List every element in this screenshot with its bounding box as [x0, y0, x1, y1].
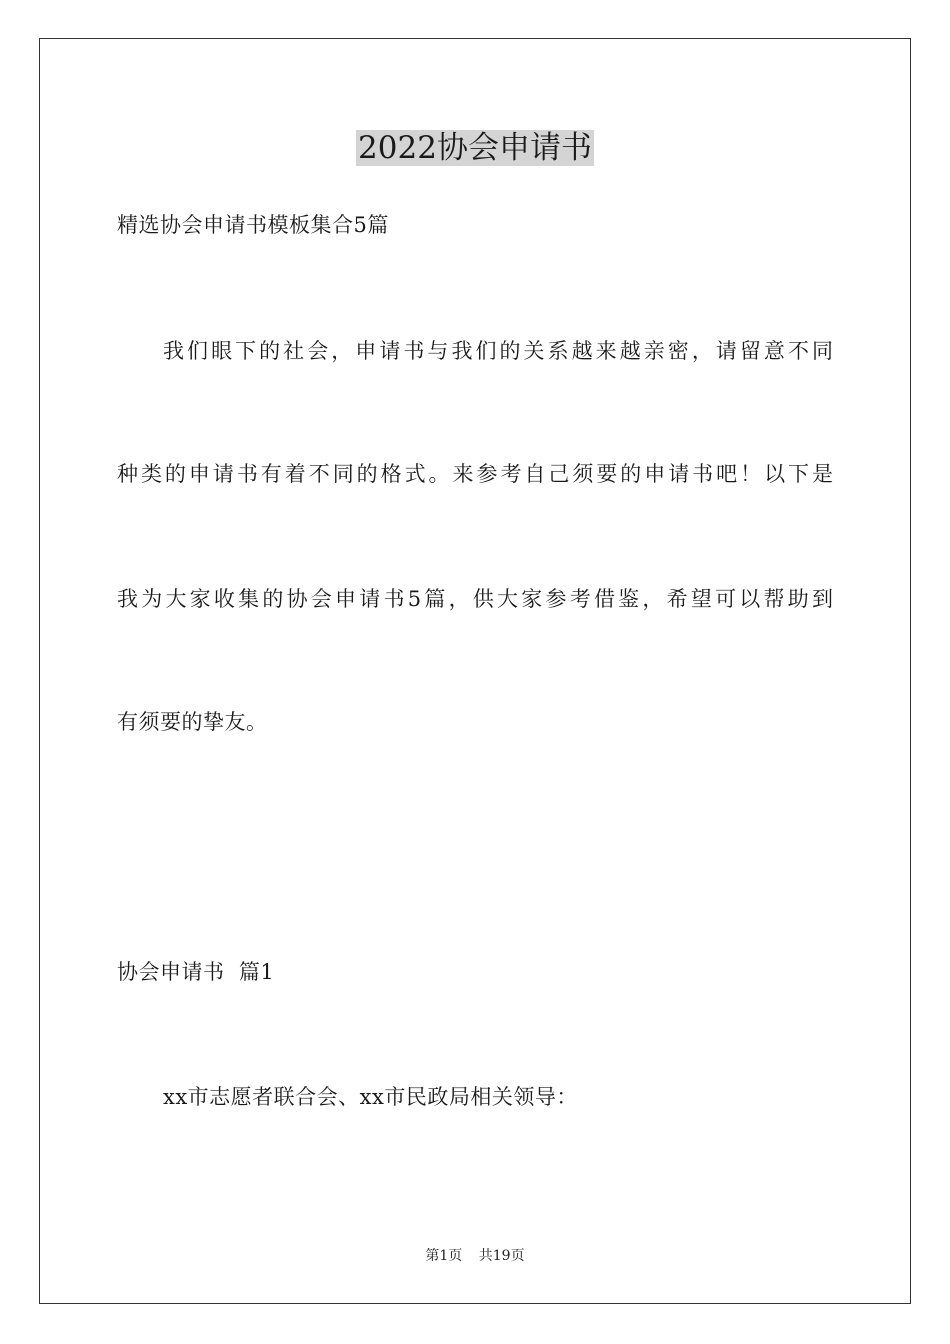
document-title [0, 128, 950, 168]
page-total: 共19页 [478, 1248, 525, 1264]
section-heading: 协会申请书 篇1 [117, 960, 275, 984]
intro-paragraph-line-3: 我为大家收集的协会申请书5篇，供大家参考借鉴，希望可以帮助到 [117, 587, 833, 611]
document-subtitle: 精选协会申请书模板集合5篇 [117, 213, 389, 237]
intro-paragraph-line-1: 我们眼下的社会，申请书与我们的关系越来越亲密，请留意不同 [163, 339, 833, 363]
letter-salutation: xx市志愿者联合会、xx市民政局相关领导： [163, 1085, 578, 1109]
intro-paragraph-line-2: 种类的申请书有着不同的格式。来参考自己须要的申请书吧！以下是 [117, 462, 833, 486]
page-number: 第1页 [425, 1248, 463, 1264]
intro-paragraph-line-4: 有须要的挚友。 [117, 710, 268, 734]
document-title-text: 2022协会申请书 [358, 130, 592, 166]
page-footer [0, 1246, 950, 1266]
